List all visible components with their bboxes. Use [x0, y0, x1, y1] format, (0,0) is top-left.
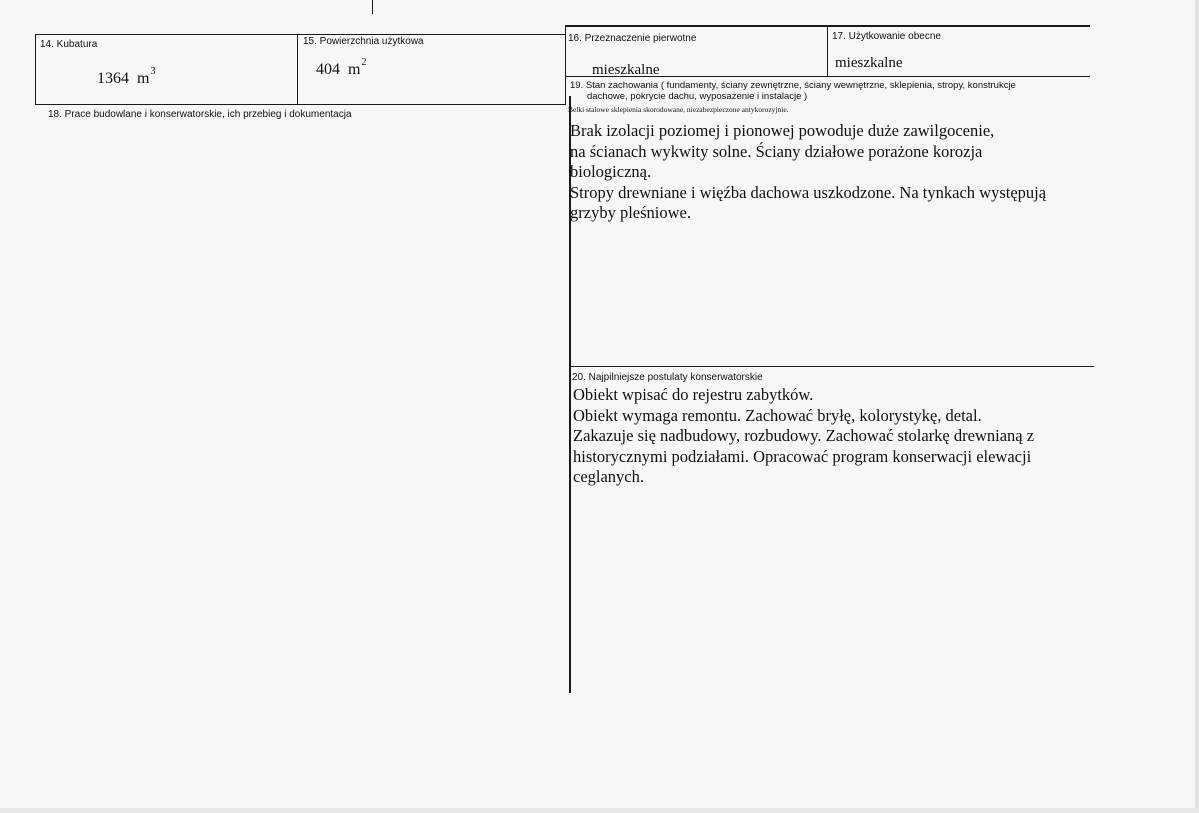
text-line: Brak izolacji poziomej i pionowej powoduje duże zawilgocenie, — [570, 121, 995, 140]
stan-zachowania-note: Belki stalowe sklepienia skorodowane, niezabezpieczone antykorozyjnie. — [568, 105, 789, 114]
stan-zachowania-text — [570, 121, 1046, 224]
kubatura-unit: m — [137, 70, 150, 87]
przeznaczenie-label: 16. Przeznaczenie pierwotne — [568, 33, 697, 44]
text-line: ceglanych. — [573, 467, 645, 486]
line-above-20 — [569, 366, 1094, 367]
scan-edge-right — [1195, 0, 1199, 813]
prace-label: 18. Prace budowlane i konserwatorskie, ich przebieg i dokumentacja — [48, 109, 352, 120]
text-line: Stropy drewniane i więźba dachowa uszkodzone. Na tynkach występują — [570, 182, 1047, 202]
uzytkowanie-value: mieszkalne — [835, 55, 903, 71]
postulaty-text — [573, 385, 1034, 488]
text-line: na ścianach wykwity solne. Ściany działowe porażone korozja — [570, 141, 983, 161]
text-line: Obiekt wymaga remontu. Zachować bryłę, kolorystykę, detal. — [573, 405, 982, 425]
scan-edge-bottom — [0, 808, 1199, 813]
left-frame-line — [35, 34, 36, 104]
przeznaczenie-value: mieszkalne — [592, 62, 660, 78]
left-top-border — [35, 34, 565, 35]
powierzchnia-value — [316, 57, 367, 79]
divider-16-17 — [827, 26, 828, 77]
powierzchnia-number: 404 — [316, 61, 340, 78]
text-line: Obiekt wpisać do rejestru zabytków. — [573, 385, 814, 404]
kubatura-label: 14. Kubatura — [40, 39, 98, 50]
center-divider — [565, 26, 566, 104]
powierzchnia-unit: m — [348, 61, 361, 78]
line-above-18 — [35, 104, 566, 105]
text-line: historycznymi podziałami. Opracować program konserwacji elewacji — [573, 446, 1032, 466]
kubatura-unit-exp: 3 — [150, 66, 156, 77]
postulaty-label: 20. Najpilniejsze postulaty konserwatorskie — [572, 372, 763, 383]
text-line: Zakazuje się nadbudowy, rozbudowy. Zachować stolarkę drewnianą z — [573, 426, 1035, 445]
text-line: biologiczną. — [570, 162, 652, 181]
powierzchnia-unit-exp: 2 — [361, 57, 367, 68]
stan-zachowania-label-line2: dachowe, pokrycie dachu, wyposażenie i instalacje ) — [587, 91, 808, 102]
kubatura-number: 1364 — [97, 70, 129, 87]
text-line: grzyby pleśniowe. — [570, 203, 691, 222]
powierzchnia-label: 15. Powierzchnia użytkowa — [303, 36, 424, 47]
divider-14-15 — [297, 34, 298, 104]
stan-zachowania-label-line1: 19. Stan zachowania ( fundamenty, ściany zewnętrzne, ściany wewnętrzne, sklepienia, stropy, konstrukcje — [570, 80, 1016, 91]
kubatura-value — [97, 66, 156, 88]
uzytkowanie-label: 17. Użytkowanie obecne — [832, 31, 941, 42]
top-tick-line — [372, 0, 373, 14]
